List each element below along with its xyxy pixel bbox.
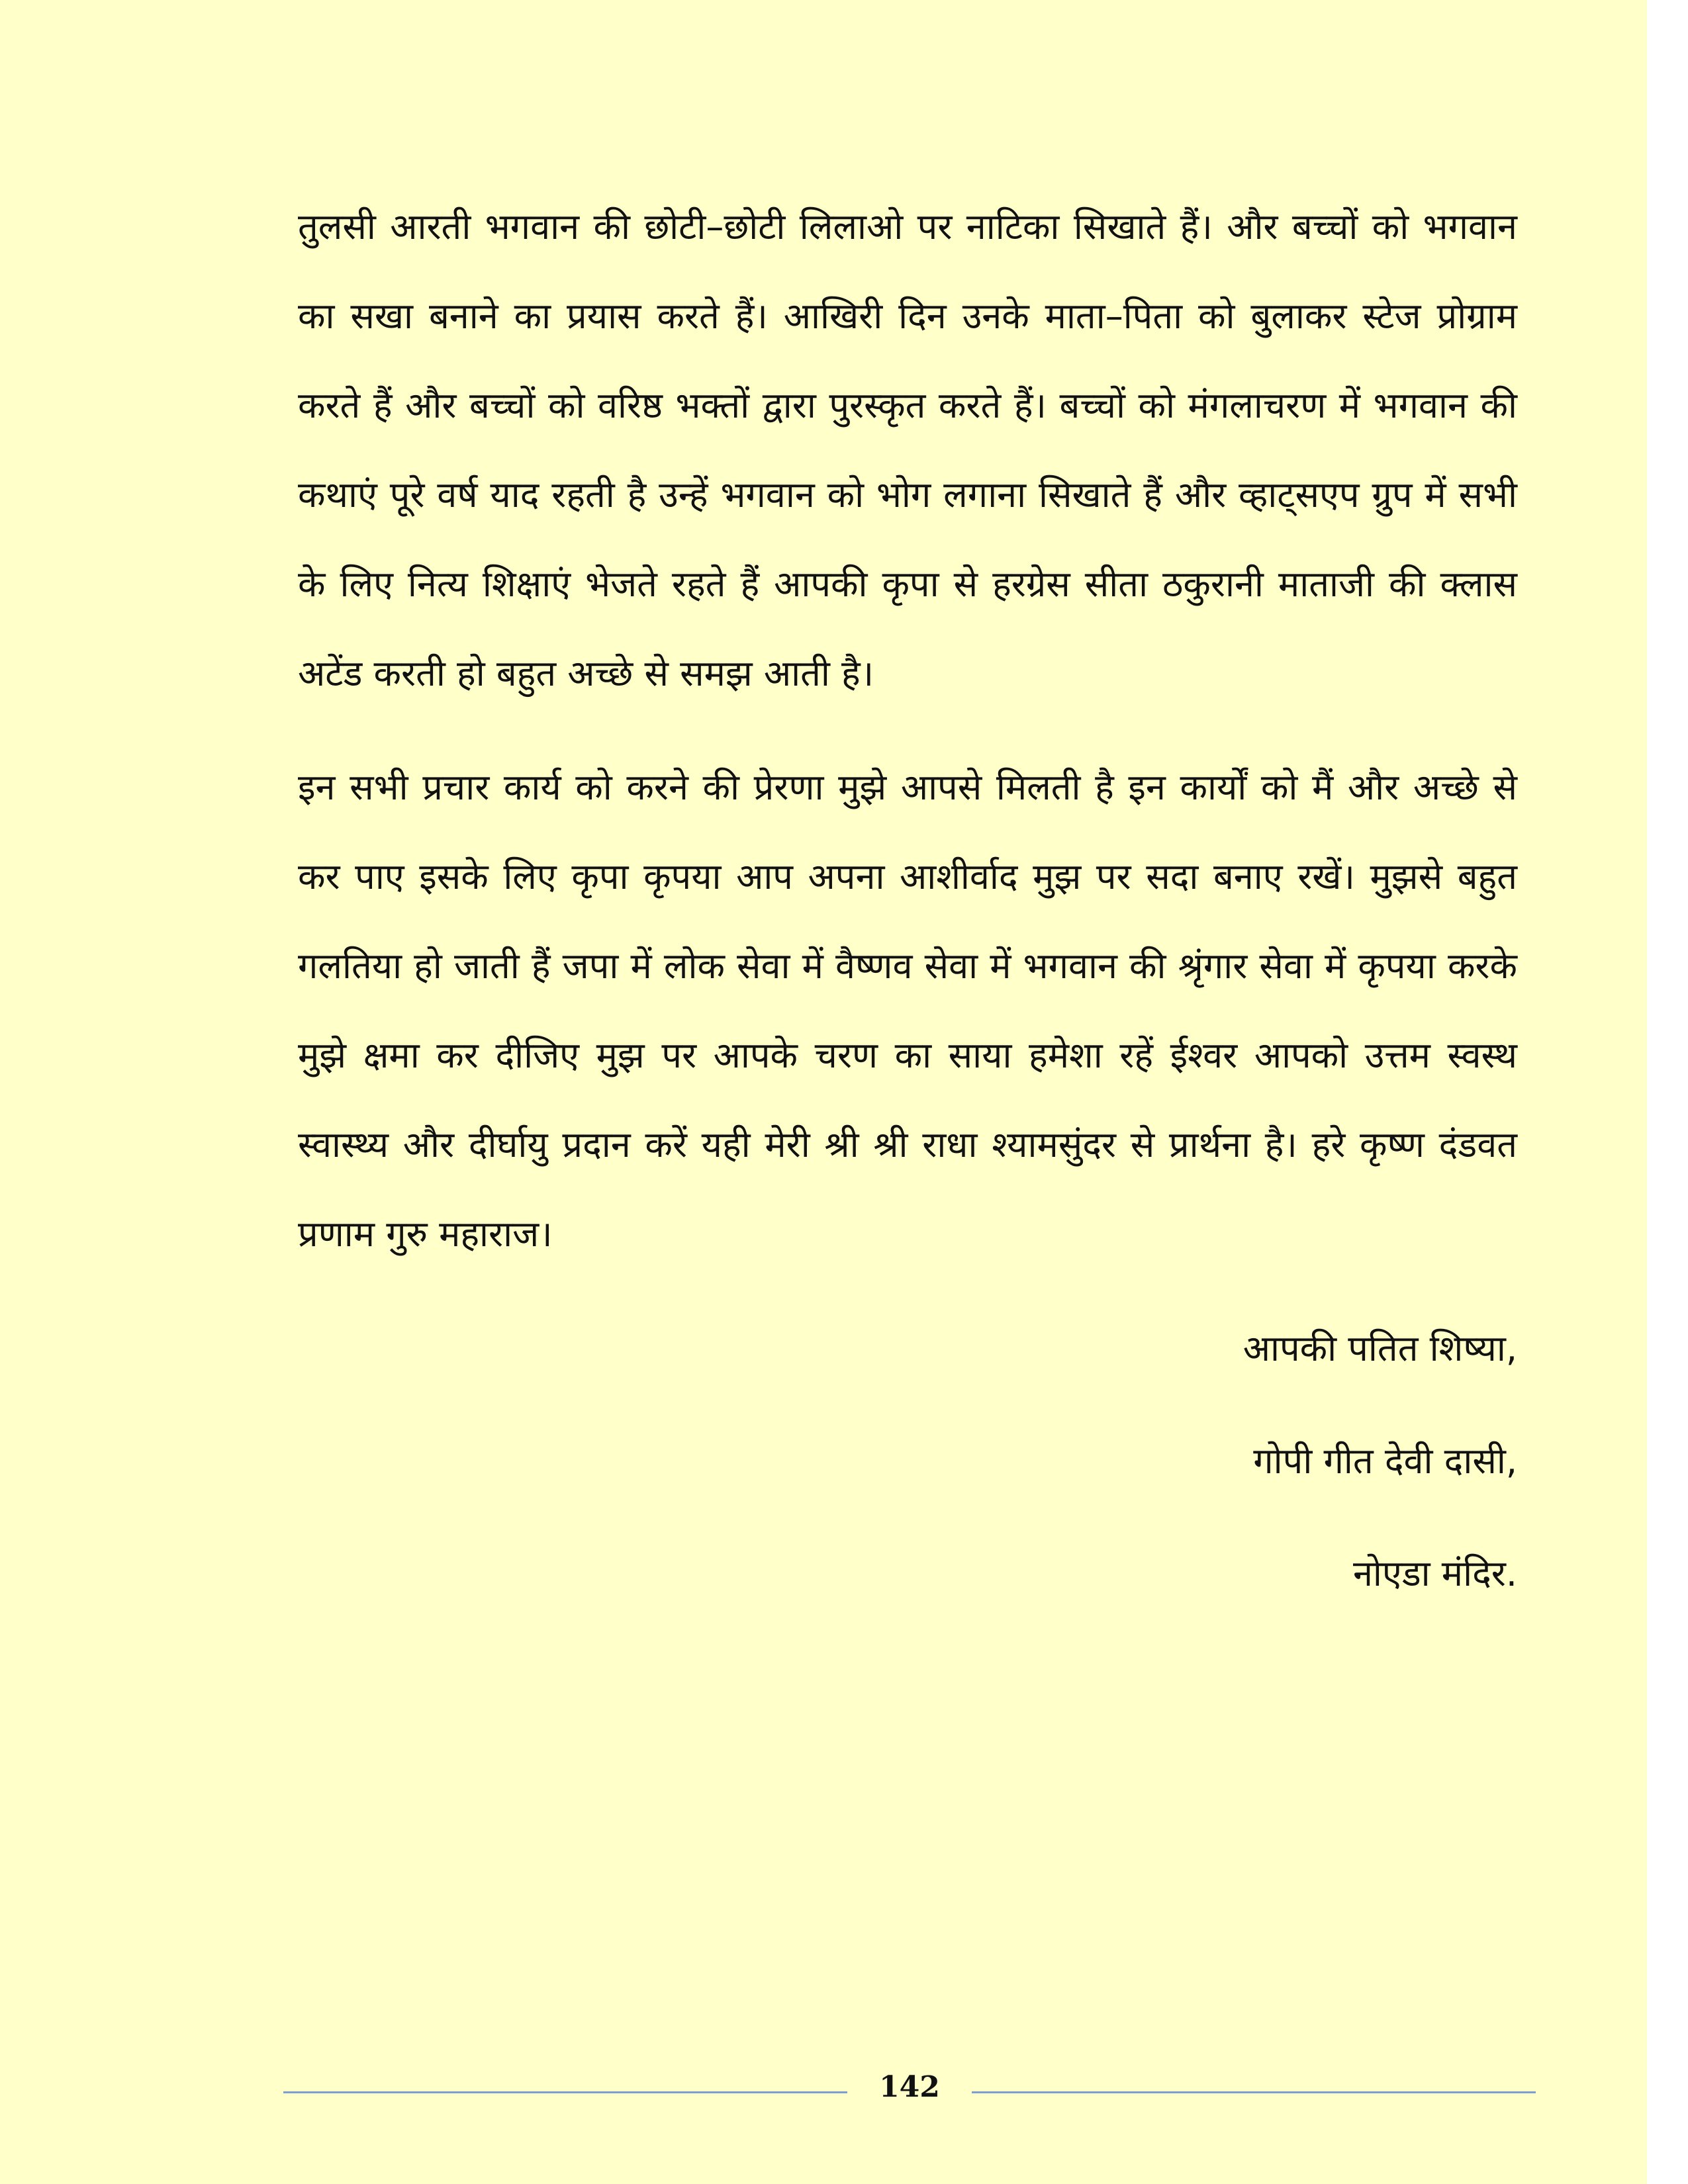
body-paragraph-1: तुलसी आरती भगवान की छोटी–छोटी लिलाओ पर नाटिका सिखाते हैं। और बच्चों को भगवान का सखा बनाने का प्रयास करते हैं। आखिरी दिन उनके माता–पिता को बुलाकर स्टेज प्रोग्राम करते हैं और बच्चों को वरिष्ठ भक्तों द्वारा पुरस्कृत करते हैं। बच्चों को मंगलाचरण में भगवान की कथाएं पूरे वर्ष याद रहती है उन्हें भगवान को भोग लगाना सिखाते हैं और व्हाट्सएप ग्रुप में सभी के लिए नित्य शिक्षाएं भेजते रहते हैं आपकी कृपा से हरग्रेस सीता ठकुरानी माताजी की क्लास अटेंड करती हो बहुत अच्छे से समझ आती है। bbox=[298, 206, 1517, 694]
signature-closing: आपकी पतित शिष्या, bbox=[1243, 1328, 1517, 1369]
page-number: 142 bbox=[879, 2070, 940, 2104]
signature-name: गोपी गीत देवी दासी, bbox=[1253, 1440, 1517, 1482]
body-paragraph-2: इन सभी प्रचार कार्य को करने की प्रेरणा मुझे आपसे मिलती है इन कार्यों को मैं और अच्छे से कर पाए इसके लिए कृपा कृपया आप अपना आशीर्वाद मुझ पर सदा बनाए रखें। मुझसे बहुत गलतिया हो जाती हैं जपा में लोक सेवा में वैष्णव सेवा में भगवान की श्रृंगार सेवा में कृपया करके मुझे क्षमा कर दीजिए मुझ पर आपके चरण का साया हमेशा रहें ईश्वर आपको उत्तम स्वस्थ स्वास्थ्य और दीर्घायु प्रदान करें यही मेरी श्री श्री राधा श्यामसुंदर से प्रार्थना है। हरे कृष्ण दंडवत प्रणाम गुरु महाराज। bbox=[298, 766, 1517, 1255]
footer-rule-right bbox=[972, 2091, 1536, 2093]
signature-place: नोएडा मंदिर. bbox=[1352, 1553, 1517, 1594]
footer-rule-left bbox=[283, 2091, 847, 2093]
